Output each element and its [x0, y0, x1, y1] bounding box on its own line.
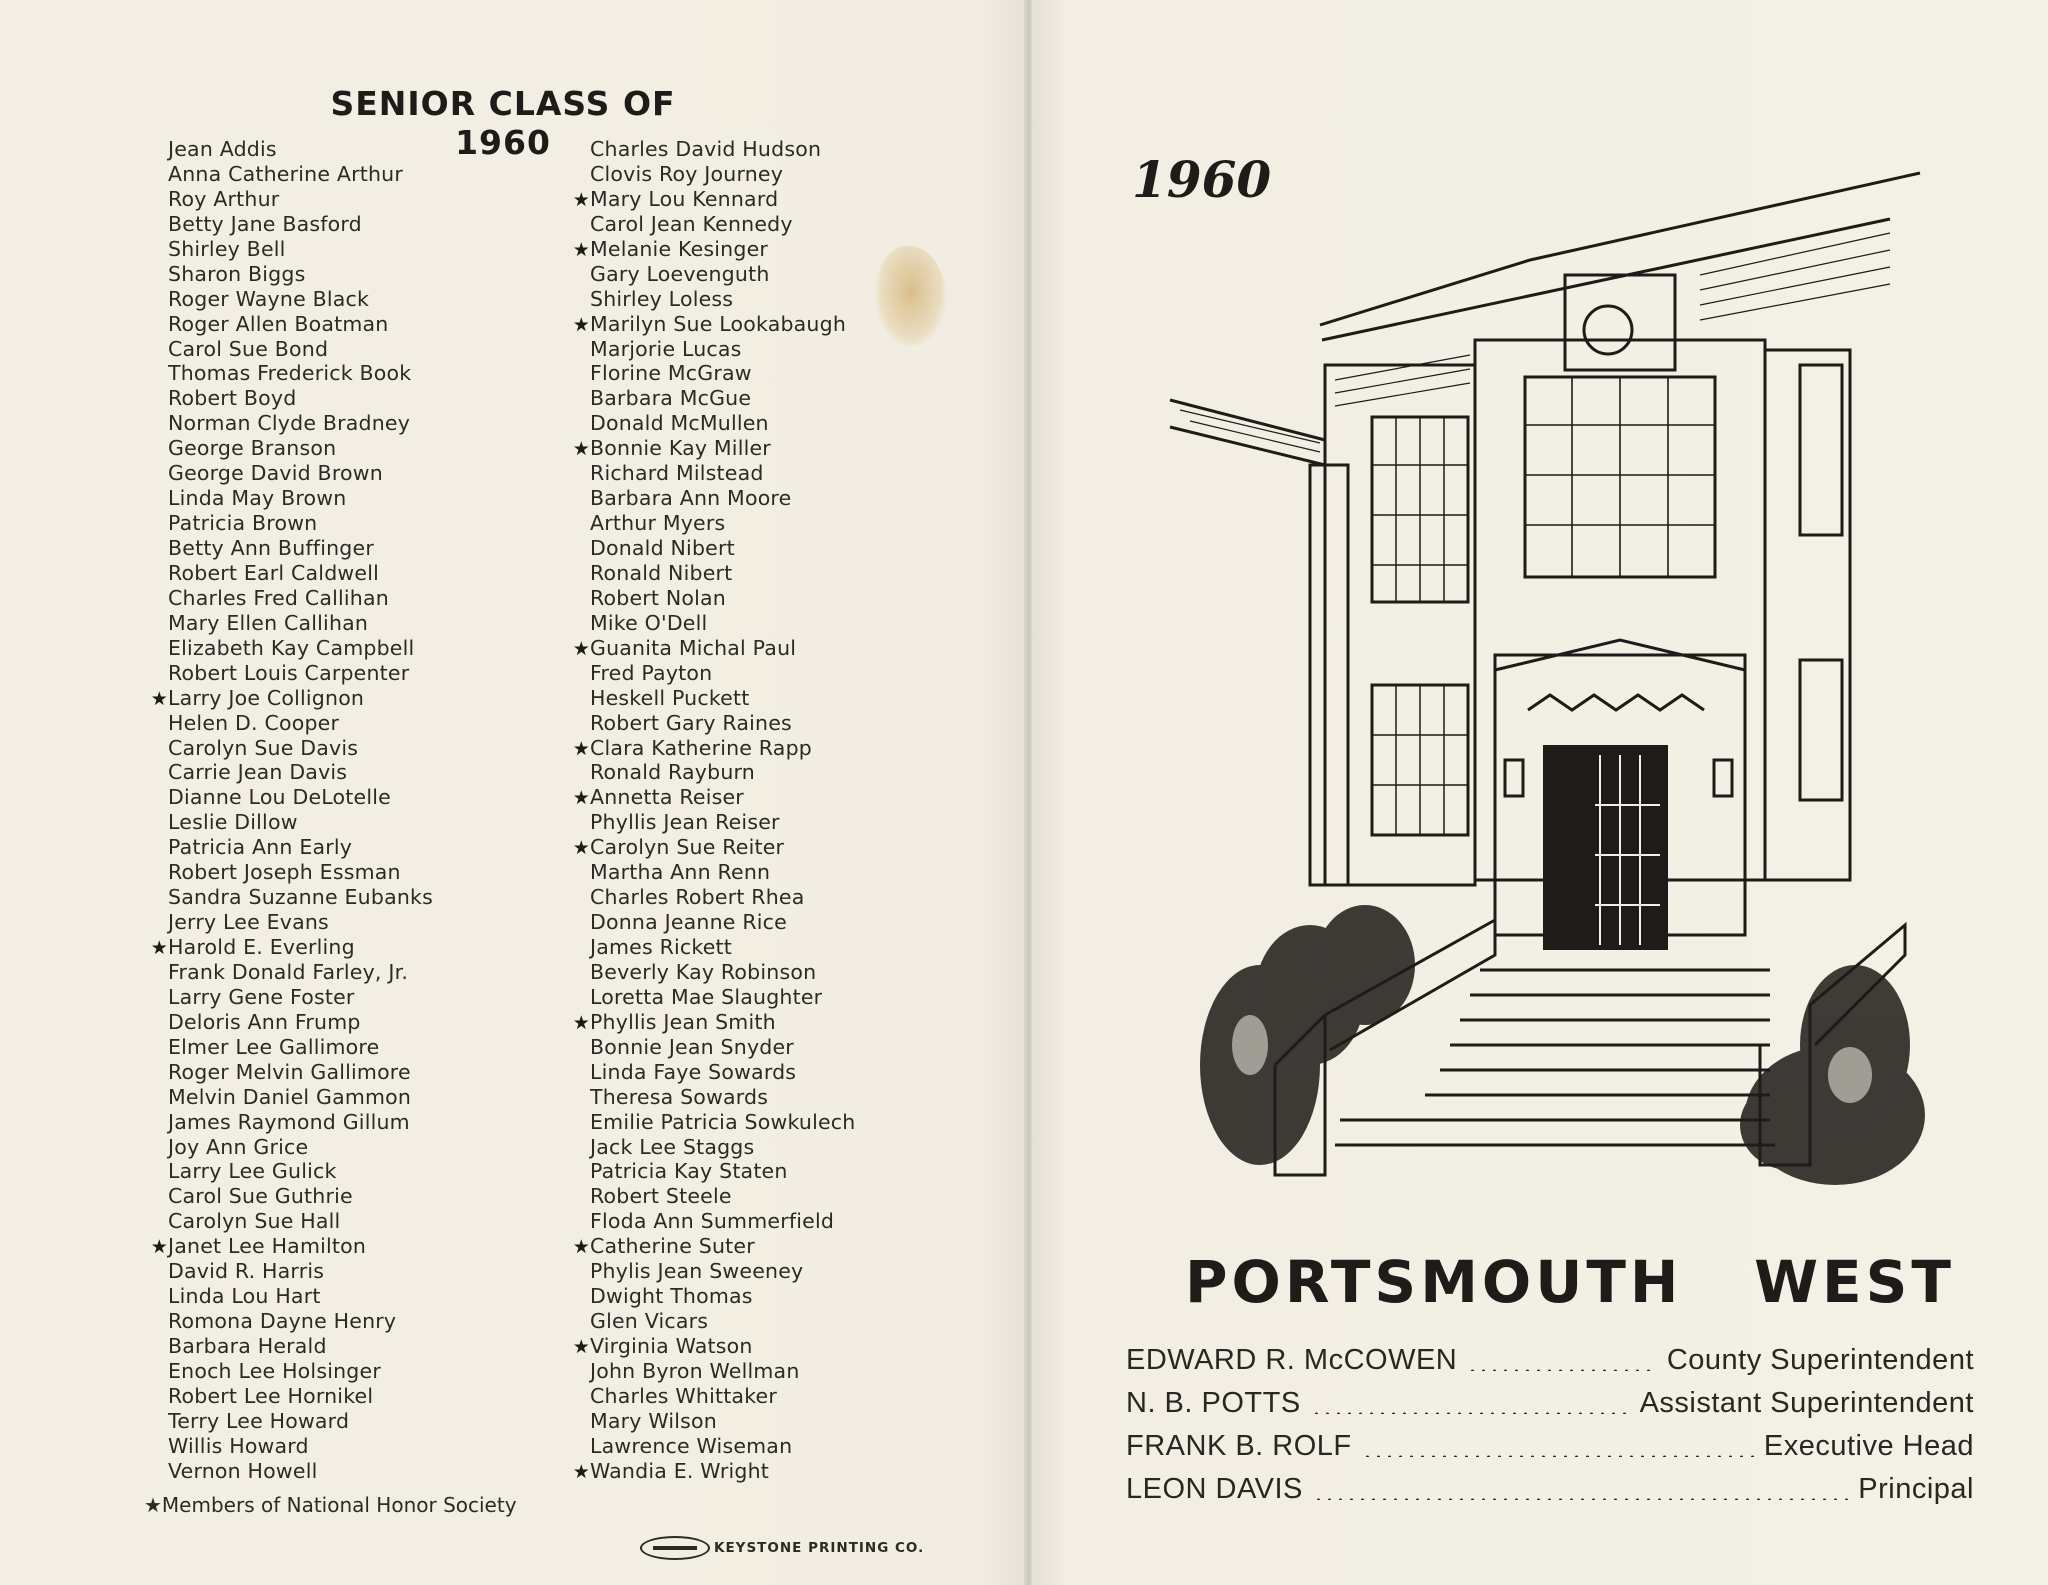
graduate-name [146, 860, 433, 885]
graduate-name-text: Virginia Watson [590, 1334, 753, 1358]
honor-star-icon: ★ [150, 687, 168, 710]
senior-class-title: SENIOR CLASS OF 1960 [330, 84, 676, 162]
staff-title: Principal [1858, 1473, 1974, 1505]
graduate-name [146, 1234, 433, 1259]
graduate-name [146, 312, 433, 337]
graduate-name-text: John Byron Wellman [590, 1358, 800, 1383]
honor-star-icon: ★ [150, 1236, 168, 1259]
graduate-name-text: Robert Joseph Essman [168, 860, 401, 885]
graduate-name-text: Carol Sue Bond [168, 336, 329, 361]
graduate-name-text: Arthur Myers [590, 511, 726, 536]
graduate-name-text: Betty Ann Buffinger [168, 536, 374, 560]
graduate-name [146, 1359, 433, 1384]
dot-leader [1467, 1369, 1657, 1371]
graduate-name-text: Patricia Ann Early [168, 835, 353, 860]
graduate-name-text: Carolyn Sue Davis [168, 735, 359, 760]
honor-star-icon: ★ [572, 1236, 590, 1259]
graduate-name-text: Mike O'Dell [590, 610, 708, 635]
graduate-name-text: Robert Louis Carpenter [168, 660, 410, 685]
graduate-name-text: Theresa Sowards [590, 1084, 769, 1109]
graduate-name-text: Beverly Kay Robinson [590, 959, 817, 984]
graduate-name [146, 1060, 433, 1085]
graduate-name-text: Carol Jean Kennedy [590, 211, 793, 236]
graduate-name [568, 162, 855, 187]
graduate-name-text: Clara Katherine Rapp [590, 735, 812, 760]
graduate-name [146, 386, 433, 411]
graduate-name-text: Dianne Lou DeLotelle [168, 785, 391, 810]
graduate-name-text: Bonnie Kay Miller [590, 436, 771, 461]
school-name-word-1: PORTSMOUTH [1185, 1248, 1683, 1316]
graduate-name [146, 337, 433, 362]
graduate-name-text: Loretta Mae Slaughter [590, 984, 823, 1009]
graduate-name [568, 486, 855, 511]
honor-star-icon: ★ [572, 1460, 590, 1483]
graduate-name-text: Barbara Herald [168, 1334, 327, 1358]
graduate-name [568, 461, 855, 486]
graduate-name-text: James Raymond Gillum [168, 1109, 410, 1134]
graduate-name [568, 935, 855, 960]
graduate-name-text: Harold E. Everling [168, 935, 355, 959]
graduate-name-text: Mary Lou Kennard [590, 186, 779, 211]
graduate-name-text: Larry Joe Collignon [168, 685, 365, 710]
graduate-name [146, 1159, 433, 1184]
graduate-name [146, 511, 433, 536]
graduate-name [146, 1184, 433, 1209]
graduate-name [146, 1409, 433, 1434]
graduate-name-text: Roger Allen Boatman [168, 311, 389, 336]
paper-stain [876, 246, 946, 346]
graduate-name-text: Gary Loevenguth [590, 261, 770, 286]
graduate-name [146, 536, 433, 561]
graduate-name [568, 511, 855, 536]
graduate-name [568, 985, 855, 1010]
graduate-name-text: Vernon Howell [168, 1458, 318, 1483]
honor-star-icon: ★ [572, 837, 590, 860]
graduate-name [568, 1359, 855, 1384]
graduate-name-text: Leslie Dillow [168, 810, 298, 835]
graduate-name-text: Robert Gary Raines [590, 710, 792, 735]
graduate-name [568, 960, 855, 985]
graduate-name [146, 760, 433, 785]
graduate-name [568, 1010, 855, 1035]
graduate-name-text: Lawrence Wiseman [590, 1433, 793, 1458]
honor-star-icon: ★ [572, 238, 590, 261]
graduate-name [568, 1234, 855, 1259]
graduate-name-text: Florine McGraw [590, 361, 752, 386]
dot-leader [1311, 1412, 1630, 1414]
graduate-name-text: Carolyn Sue Reiter [590, 835, 785, 860]
staff-row [1126, 1473, 1974, 1516]
graduate-name [146, 137, 433, 162]
graduate-name [146, 910, 433, 935]
graduate-name-text: James Rickett [590, 935, 733, 959]
graduate-name-text: Romona Dayne Henry [168, 1309, 397, 1334]
graduate-name-text: Sharon Biggs [168, 261, 306, 286]
graduate-name [146, 361, 433, 386]
graduate-name-text: Ronald Rayburn [590, 760, 755, 785]
graduate-name [146, 1459, 433, 1484]
graduate-name [568, 760, 855, 785]
honor-star-icon: ★ [572, 1011, 590, 1034]
graduate-name-text: Linda Faye Sowards [590, 1059, 797, 1084]
graduate-name-text: Charles David Hudson [590, 137, 822, 161]
dot-leader [1313, 1498, 1848, 1500]
graduate-name [568, 1209, 855, 1234]
graduate-name [146, 661, 433, 686]
honor-star-icon: ★ [150, 937, 168, 959]
graduate-name-text: Marjorie Lucas [590, 336, 742, 361]
graduate-name [568, 1309, 855, 1334]
graduate-name-text: Barbara Ann Moore [590, 486, 792, 511]
honor-star-icon: ★ [572, 637, 590, 660]
graduate-name-text: Elmer Lee Gallimore [168, 1034, 380, 1059]
staff-row [1126, 1387, 1974, 1430]
graduate-name-text: Fred Payton [590, 660, 713, 685]
graduate-name [146, 1309, 433, 1334]
graduate-name-text: Patricia Kay Staten [590, 1159, 788, 1184]
graduate-name-text: Norman Clyde Bradney [168, 411, 411, 436]
graduate-name [146, 1334, 433, 1359]
staff-row [1126, 1430, 1974, 1473]
staff-title: County Superintendent [1666, 1344, 1974, 1376]
printer-logo-icon [640, 1536, 710, 1560]
honor-star-icon: ★ [572, 313, 590, 336]
graduate-name-text: Martha Ann Renn [590, 860, 771, 885]
graduate-name-text: Richard Milstead [590, 461, 764, 486]
graduate-name [146, 636, 433, 661]
printer-name: KEYSTONE PRINTING CO. [714, 1540, 925, 1556]
graduate-name-text: Charles Whittaker [590, 1383, 777, 1408]
graduate-name [568, 1334, 855, 1359]
graduate-name [568, 1085, 855, 1110]
graduate-name-text: Linda Lou Hart [168, 1284, 321, 1309]
graduate-name [568, 661, 855, 686]
honor-star-icon: ★ [572, 1336, 590, 1358]
graduate-name [146, 411, 433, 436]
graduate-name [146, 212, 433, 237]
graduate-name [568, 1035, 855, 1060]
graduate-name [568, 1384, 855, 1409]
graduate-name [568, 1434, 855, 1459]
graduate-name [568, 262, 855, 287]
graduate-name [568, 636, 855, 661]
graduate-name [146, 436, 433, 461]
graduate-name-text: Catherine Suter [590, 1234, 755, 1259]
staff-person: LEON DAVIS [1126, 1473, 1303, 1505]
name-column-right [568, 137, 855, 1484]
honor-star-icon: ★ [572, 188, 590, 211]
graduate-name [146, 561, 433, 586]
graduate-name-text: Joy Ann Grice [168, 1134, 309, 1159]
graduate-name-text: Betty Jane Basford [168, 211, 362, 236]
graduate-name-text: Elizabeth Kay Campbell [168, 635, 415, 660]
staff-person: EDWARD R. McCOWEN [1126, 1344, 1458, 1376]
graduate-name [568, 337, 855, 362]
graduate-name [146, 162, 433, 187]
graduate-name [146, 1085, 433, 1110]
year-heading: 1960 [1132, 150, 1272, 209]
graduate-name [568, 361, 855, 386]
graduate-name [568, 137, 855, 162]
graduate-name-text: Patricia Brown [168, 511, 318, 536]
graduate-name-text: Thomas Frederick Book [168, 361, 412, 386]
staff-list [1126, 1344, 1974, 1516]
graduate-name [146, 1035, 433, 1060]
graduate-name [568, 561, 855, 586]
graduate-name-text: Roger Wayne Black [168, 286, 370, 311]
graduate-name [146, 262, 433, 287]
graduate-name [146, 1209, 433, 1234]
graduate-name-text: Heskell Puckett [590, 685, 750, 710]
graduate-name-text: Larry Gene Foster [168, 984, 355, 1009]
graduate-name-text: Robert Earl Caldwell [168, 560, 379, 585]
graduate-name [568, 910, 855, 935]
graduate-name [568, 212, 855, 237]
graduate-name-text: Dwight Thomas [590, 1284, 753, 1309]
graduate-name-text: Melvin Daniel Gammon [168, 1084, 412, 1109]
center-fold [1024, 0, 1034, 1585]
graduate-name [568, 885, 855, 910]
graduate-name-text: Larry Lee Gulick [168, 1159, 337, 1184]
name-column-left [146, 137, 433, 1484]
staff-title: Assistant Superintendent [1639, 1387, 1974, 1419]
honor-star-icon: ★ [572, 438, 590, 461]
graduate-name-text: Robert Steele [590, 1184, 732, 1209]
graduate-name [568, 1284, 855, 1309]
graduate-name [146, 461, 433, 486]
graduate-name-text: Deloris Ann Frump [168, 1009, 361, 1034]
graduate-name [568, 287, 855, 312]
graduate-name [568, 187, 855, 212]
graduate-name [146, 885, 433, 910]
graduate-name-text: Donald McMullen [590, 411, 769, 436]
graduate-name-text: Emilie Patricia Sowkulech [590, 1109, 856, 1134]
graduate-name [146, 810, 433, 835]
graduate-name [146, 1135, 433, 1160]
graduate-name-text: Willis Howard [168, 1433, 309, 1458]
staff-person: N. B. POTTS [1126, 1387, 1301, 1419]
graduate-name-text: Mary Ellen Callihan [168, 610, 369, 635]
honor-star-icon: ★ [572, 787, 590, 810]
graduate-name-text: Robert Nolan [590, 585, 727, 610]
graduate-name [568, 436, 855, 461]
graduate-name-text: Shirley Bell [168, 236, 286, 261]
graduate-name-text: Carolyn Sue Hall [168, 1209, 341, 1234]
graduate-name-text: Jean Addis [168, 137, 277, 161]
graduate-name-text: Phyllis Jean Reiser [590, 810, 780, 835]
graduate-name [146, 1284, 433, 1309]
graduate-name [146, 960, 433, 985]
graduate-name [568, 611, 855, 636]
graduate-name [146, 835, 433, 860]
graduate-name-text: Charles Fred Callihan [168, 585, 389, 610]
graduate-name [146, 1434, 433, 1459]
graduate-name-text: Donna Jeanne Rice [590, 910, 787, 935]
graduate-name [146, 736, 433, 761]
graduate-name-text: Wandia E. Wright [590, 1458, 770, 1483]
graduate-name [146, 586, 433, 611]
graduate-name-text: Jerry Lee Evans [168, 910, 329, 935]
graduate-name [568, 1409, 855, 1434]
graduate-name [146, 1259, 433, 1284]
graduate-name [568, 686, 855, 711]
graduate-name-text: George David Brown [168, 461, 383, 486]
graduate-name [146, 237, 433, 262]
graduate-name-text: Linda May Brown [168, 486, 347, 511]
graduate-name [146, 785, 433, 810]
graduate-name [568, 1110, 855, 1135]
graduate-name-text: Robert Lee Hornikel [168, 1383, 374, 1408]
graduate-name [568, 386, 855, 411]
graduate-name-text: Clovis Roy Journey [590, 161, 784, 186]
graduate-name-text: Annetta Reiser [590, 785, 744, 810]
staff-person: FRANK B. ROLF [1126, 1430, 1352, 1462]
graduate-name [146, 686, 433, 711]
graduate-name-text: Donald Nibert [590, 536, 735, 560]
graduate-name-text: Marilyn Sue Lookabaugh [590, 311, 847, 336]
graduate-name [568, 1459, 855, 1484]
graduate-name [568, 1159, 855, 1184]
graduate-name-text: Carrie Jean Davis [168, 760, 348, 785]
graduate-name [568, 1060, 855, 1085]
graduate-name-text: Jack Lee Staggs [590, 1134, 755, 1159]
graduate-name [568, 411, 855, 436]
graduate-name-text: Floda Ann Summerfield [590, 1209, 835, 1234]
graduate-name [568, 237, 855, 262]
graduate-name [568, 835, 855, 860]
graduate-name [568, 860, 855, 885]
graduate-name-text: Barbara McGue [590, 386, 752, 411]
graduate-name-text: Guanita Michal Paul [590, 635, 797, 660]
graduate-name-text: Frank Donald Farley, Jr. [168, 959, 409, 984]
graduate-name-text: Terry Lee Howard [168, 1408, 350, 1433]
graduate-name [146, 611, 433, 636]
graduate-name-text: Mary Wilson [590, 1408, 717, 1433]
graduate-name-text: Shirley Loless [590, 286, 734, 311]
graduate-name-text: Melanie Kesinger [590, 236, 769, 261]
graduate-name-text: Anna Catherine Arthur [168, 161, 403, 186]
graduate-name [146, 711, 433, 736]
graduate-name-text: Phylis Jean Sweeney [590, 1259, 804, 1284]
staff-row [1126, 1344, 1974, 1387]
graduate-name-text: Sandra Suzanne Eubanks [168, 885, 433, 910]
graduate-name [146, 1010, 433, 1035]
graduate-name-text: Enoch Lee Holsinger [168, 1358, 381, 1383]
graduate-name [568, 1135, 855, 1160]
graduate-name [568, 1259, 855, 1284]
graduate-name [568, 312, 855, 337]
graduate-name-text: Carol Sue Guthrie [168, 1184, 353, 1209]
staff-title: Executive Head [1763, 1430, 1974, 1462]
graduate-name-text: David R. Harris [168, 1259, 325, 1284]
graduate-name [146, 1384, 433, 1409]
graduate-name [146, 486, 433, 511]
graduate-name [568, 785, 855, 810]
graduate-name-text: Ronald Nibert [590, 560, 733, 585]
graduate-name-text: Janet Lee Hamilton [168, 1234, 367, 1259]
graduate-name [146, 935, 433, 960]
dot-leader [1362, 1455, 1754, 1457]
school-name-word-2: WEST [1754, 1248, 1955, 1316]
graduate-name-text: Phyllis Jean Smith [590, 1009, 776, 1034]
graduate-name-text: George Branson [168, 436, 337, 461]
printer-mark [640, 1536, 924, 1560]
graduate-name-text: Glen Vicars [590, 1309, 709, 1334]
graduate-name [568, 711, 855, 736]
graduate-name-text: Robert Boyd [168, 386, 297, 411]
graduate-name-text: Charles Robert Rhea [590, 885, 805, 910]
school-building-illustration [1150, 165, 1930, 1200]
graduate-name [568, 536, 855, 561]
graduate-name [568, 1184, 855, 1209]
honor-society-footnote: ★Members of National Honor Society [144, 1493, 517, 1517]
graduate-name [568, 586, 855, 611]
graduate-name [568, 810, 855, 835]
graduate-name-text: Roger Melvin Gallimore [168, 1059, 411, 1084]
school-name [1185, 1248, 1955, 1316]
graduate-name [146, 1110, 433, 1135]
graduate-name [568, 736, 855, 761]
graduate-name-text: Bonnie Jean Snyder [590, 1034, 794, 1059]
graduate-name-text: Helen D. Cooper [168, 710, 340, 735]
graduate-name [146, 985, 433, 1010]
honor-star-icon: ★ [572, 737, 590, 760]
graduate-name [146, 187, 433, 212]
graduate-name [146, 287, 433, 312]
graduate-name-text: Roy Arthur [168, 186, 280, 211]
